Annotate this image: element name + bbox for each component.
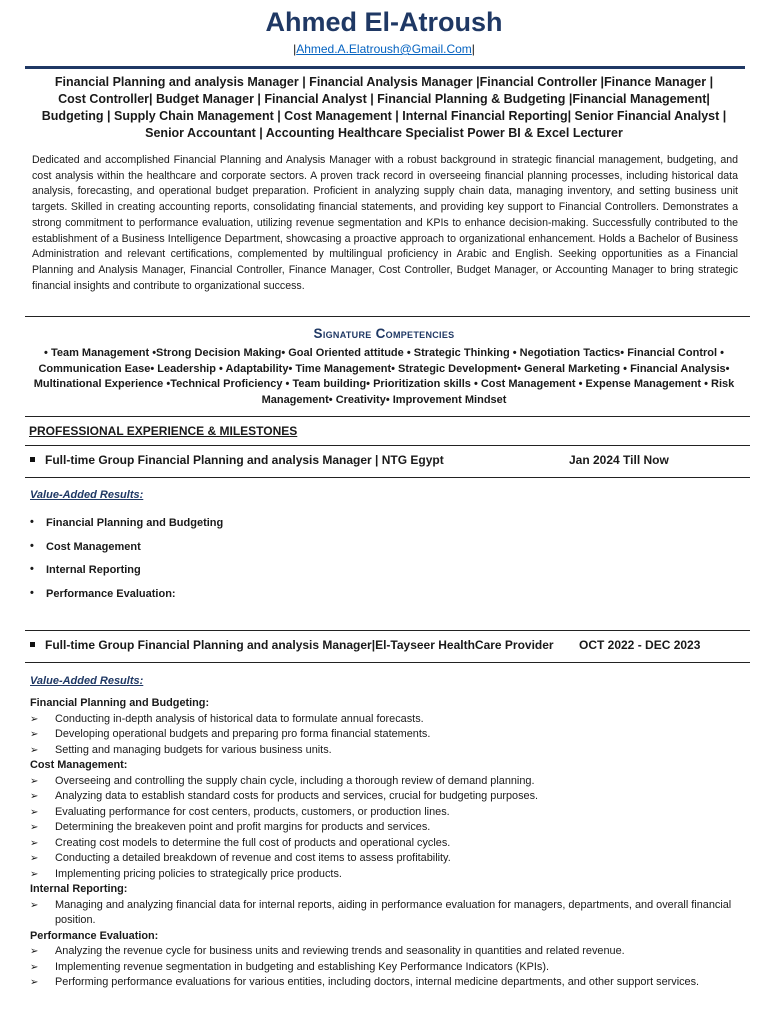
list-item: ➢ Evaluating performance for cost centers, products, customers, or production lines. — [30, 805, 745, 821]
bullet-list — [30, 898, 745, 929]
category-heading: Cost Management: — [30, 759, 128, 771]
bullet-list — [30, 944, 745, 991]
resume-header — [0, 6, 768, 57]
list-item: • Financial Planning and Budgeting — [30, 517, 430, 541]
category-heading: Financial Planning and Budgeting: — [30, 697, 210, 709]
competencies-heading: Signature Competencies — [313, 326, 455, 341]
job-divider — [25, 630, 750, 631]
category-heading: Performance Evaluation: — [30, 929, 159, 942]
list-item: • Cost Management — [30, 541, 430, 565]
list-item: ➢ Developing operational budgets and preparing pro forma financial statements. — [30, 727, 745, 743]
list-item: ➢ Setting and managing budgets for various business units. — [30, 743, 745, 759]
job-highlights — [30, 517, 430, 611]
competencies-list: • Team Management •Strong Decision Making• Goal Oriented attitude • Strategic Thinking • Negotiation Tactics• Financial Control • Communication Ease• Leadership • Adaptability• Time Management• Strategic Development• General Marketing • Financial Analysis• Multinational Experience •Technical Proficiency • Team building• Prioritization skills • Cost Management • Expense Management • Risk Management• Creativity• Improvement Mindset — [33, 347, 735, 406]
email-link[interactable]: Ahmed.A.Elatroush@Gmail.Com — [296, 42, 472, 56]
list-item: ➢ Implementing revenue segmentation in budgeting and establishing Key Performance Indicators (KPIs). — [30, 960, 745, 976]
list-item: ➢ Analyzing data to establish standard costs for products and services, crucial for budgeting purposes. — [30, 789, 745, 805]
job-title: Full-time Group Financial Planning and analysis Manager | NTG Egypt — [45, 453, 444, 467]
list-item: • Performance Evaluation: — [30, 588, 430, 612]
value-added-label: Value-Added Results: — [30, 675, 144, 687]
separator: | — [293, 42, 297, 56]
summary-divider — [25, 316, 750, 317]
job-details — [30, 696, 745, 991]
job-divider — [25, 662, 750, 663]
list-item: ➢ Performing performance evaluations for various entities, including doctors, internal medicine departments, and other support services. — [30, 975, 745, 991]
target-titles: Financial Planning and analysis Manager | Financial Analysis Manager |Financial Controller |Finance Manager | Cost Controller| Budget Manager | Financial Analyst | Financial Planning & Budgeting |Financial Management| Budgeting | Supply Chain Management | Cost Management | Internal Financial Reporting| Senior Financial Analyst | Senior Accountant | Accounting Healthcare Specialist Power BI & Excel Lecturer — [41, 75, 727, 140]
list-item: ➢ Overseeing and controlling the supply chain cycle, including a thorough review of demand planning. — [30, 774, 745, 790]
header-divider — [25, 66, 745, 69]
job-entry-eltayseer — [30, 637, 730, 653]
job-entry-ntg — [30, 452, 730, 468]
candidate-name: Ahmed El-Atroush — [265, 7, 503, 37]
list-item: ➢ Implementing pricing policies to strategically price products. — [30, 867, 745, 883]
list-item: ➢ Conducting in-depth analysis of historical data to formulate annual forecasts. — [30, 712, 745, 728]
list-item: ➢ Creating cost models to determine the full cost of products and operational cycles. — [30, 836, 745, 852]
bullet-list — [30, 774, 745, 883]
competencies-divider — [25, 416, 750, 417]
separator: | — [471, 42, 475, 56]
value-added-label: Value-Added Results: — [30, 489, 144, 501]
list-item: ➢ Managing and analyzing financial data for internal reports, aiding in performance evaluation for managers, departments, and overall financial position. — [30, 898, 745, 929]
square-bullet-icon — [30, 457, 35, 462]
job-title: Full-time Group Financial Planning and analysis Manager|El-Tayseer HealthCare Provider — [45, 638, 554, 652]
list-item: ➢ Conducting a detailed breakdown of revenue and cost items to assess profitability. — [30, 851, 745, 867]
category-heading: Internal Reporting: — [30, 883, 128, 895]
job-divider — [25, 477, 750, 478]
list-item: ➢ Analyzing the revenue cycle for business units and reviewing trends and seasonality in quantities and related revenue. — [30, 944, 745, 960]
bullet-list — [30, 712, 745, 759]
list-item: • Internal Reporting — [30, 564, 430, 588]
square-bullet-icon — [30, 642, 35, 647]
job-dates: OCT 2022 - DEC 2023 — [579, 638, 701, 652]
job-dates: Jan 2024 Till Now — [569, 453, 669, 467]
professional-summary: Dedicated and accomplished Financial Planning and Analysis Manager with a robust background in strategic financial management, budgeting, and cost analysis within the healthcare and corporate sectors. A proven track record in overseeing financial planning processes, including historical data analysis, forecasting, and operational budget preparation. Proficient in analyzing supply chain data, managing inventory, and setting business unit targets. Skilled in creating accounting reports, consolidating financial statements, and providing key support to Financial Controllers. Demonstrates a strong commitment to performance evaluation, utilizing revenue segmentation and KPIs to enhance decision-making. Successfully contributed to the establishment of a Business Intelligence Department, showcasing a proactive approach to organizational enhancement. Holds a Bachelor of Business Administration and relevant certifications, complemented by multilingual proficiency in Arabic and English. Seeking opportunities as a Financial Planning and Analysis Manager, Financial Controller, Finance Manager, Cost Controller, Budget Manager, or Accounting Manager to bring strategic financial insights and contribute to organizational success. — [32, 154, 738, 292]
list-item: ➢ Determining the breakeven point and profit margins for products and services. — [30, 820, 745, 836]
contact-row — [0, 41, 768, 57]
experience-heading: PROFESSIONAL EXPERIENCE & MILESTONES — [29, 424, 298, 438]
job-divider — [25, 445, 750, 446]
